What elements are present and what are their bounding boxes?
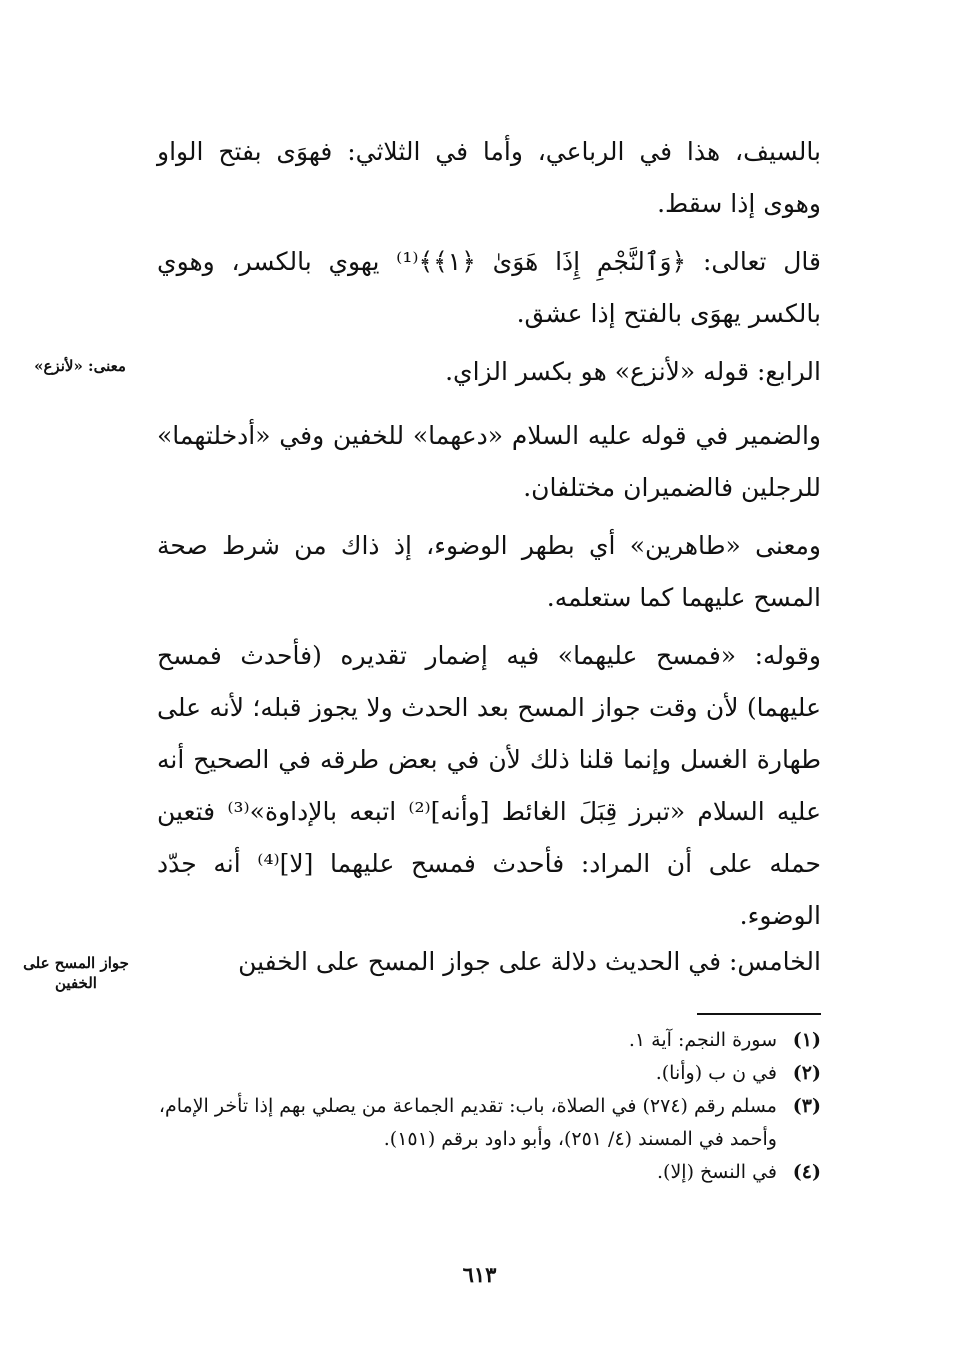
paragraph-5: ومعنى «طاهرين» أي بطهر الوضوء، إذ ذاك من شرط صحة المسح عليهما كما ستعلمه. (157, 531, 821, 612)
footnote-number: (١) (792, 1029, 821, 1051)
footnote-text: مسلم رقم (٢٧٤) في الصلاة، باب: تقديم الجماعة من يصلي بهم إذا تأخر الإمام، وأحمد في المسند (٤/ ٢٥١)، وأبو داود برقم (١٥١). (158, 1095, 777, 1150)
paragraph-4: والضمير في قوله عليه السلام «دعهما» للخفين وفي «أدخلتهما» للرجلين فالضميران مختلفان. (157, 421, 821, 502)
paragraph-2: قال تعالى: ﴿وَٱلنَّجْمِ إِذَا هَوَىٰ ﴿١﴾﴾⁽¹⁾ يهوي بالكسر، وهوي بالكسر يهوَى بالفتح إذا عشق. (157, 247, 821, 328)
footnote-item (151, 1156, 821, 1189)
margin-note-wiping: جواز المسح على الخفين (23, 954, 129, 992)
footnote-separator (697, 1013, 821, 1015)
footnote-text: سورة النجم: آية ١. (628, 1029, 777, 1051)
paragraph-3: الرابع: قوله «لأنزع» هو بكسر الزاي. (445, 357, 821, 386)
margin-note-meaning: معنى: «لأنزع» (34, 357, 126, 375)
footnote-number: (٤) (792, 1161, 821, 1183)
footnotes (151, 1024, 821, 1189)
footnote-item (151, 1057, 821, 1090)
footnote-number: (٣) (792, 1095, 821, 1117)
footnote-text: في النسخ (إلا). (657, 1161, 777, 1183)
page-number: ٦١٣ (462, 1262, 497, 1287)
paragraph-6: وقوله: «فمسح عليهما» فيه إضمار تقديره (فأحدث فمسح عليهما) لأن وقت جواز المسح بعد الحدث ولا يجوز قبله؛ لأنه على طهارة الغسل وإنما قلنا ذلك لأن في بعض طرقه في الصحيح أنه عليه السلام «تبرز قِبَلَ الغائط [وأنه]⁽²⁾ اتبعه بالإداوة»⁽³⁾ فتعين حمله على أن المراد: فأحدث فمسح عليهما [لا]⁽⁴⁾ أنه جدّد الوضوء. (157, 641, 822, 930)
footnote-item (151, 1024, 821, 1057)
paragraph-1: بالسيف، هذا في الرباعي، وأما في الثلاثي: فهوَى بفتح الواو وهوى إذا سقط. (157, 137, 821, 218)
footnote-number: (٢) (792, 1062, 821, 1084)
paragraph-7: الخامس: في الحديث دلالة على جواز المسح على الخفين (238, 947, 821, 976)
footnote-item (151, 1090, 821, 1156)
footnote-text: في ن ب (وأنا). (655, 1062, 777, 1084)
